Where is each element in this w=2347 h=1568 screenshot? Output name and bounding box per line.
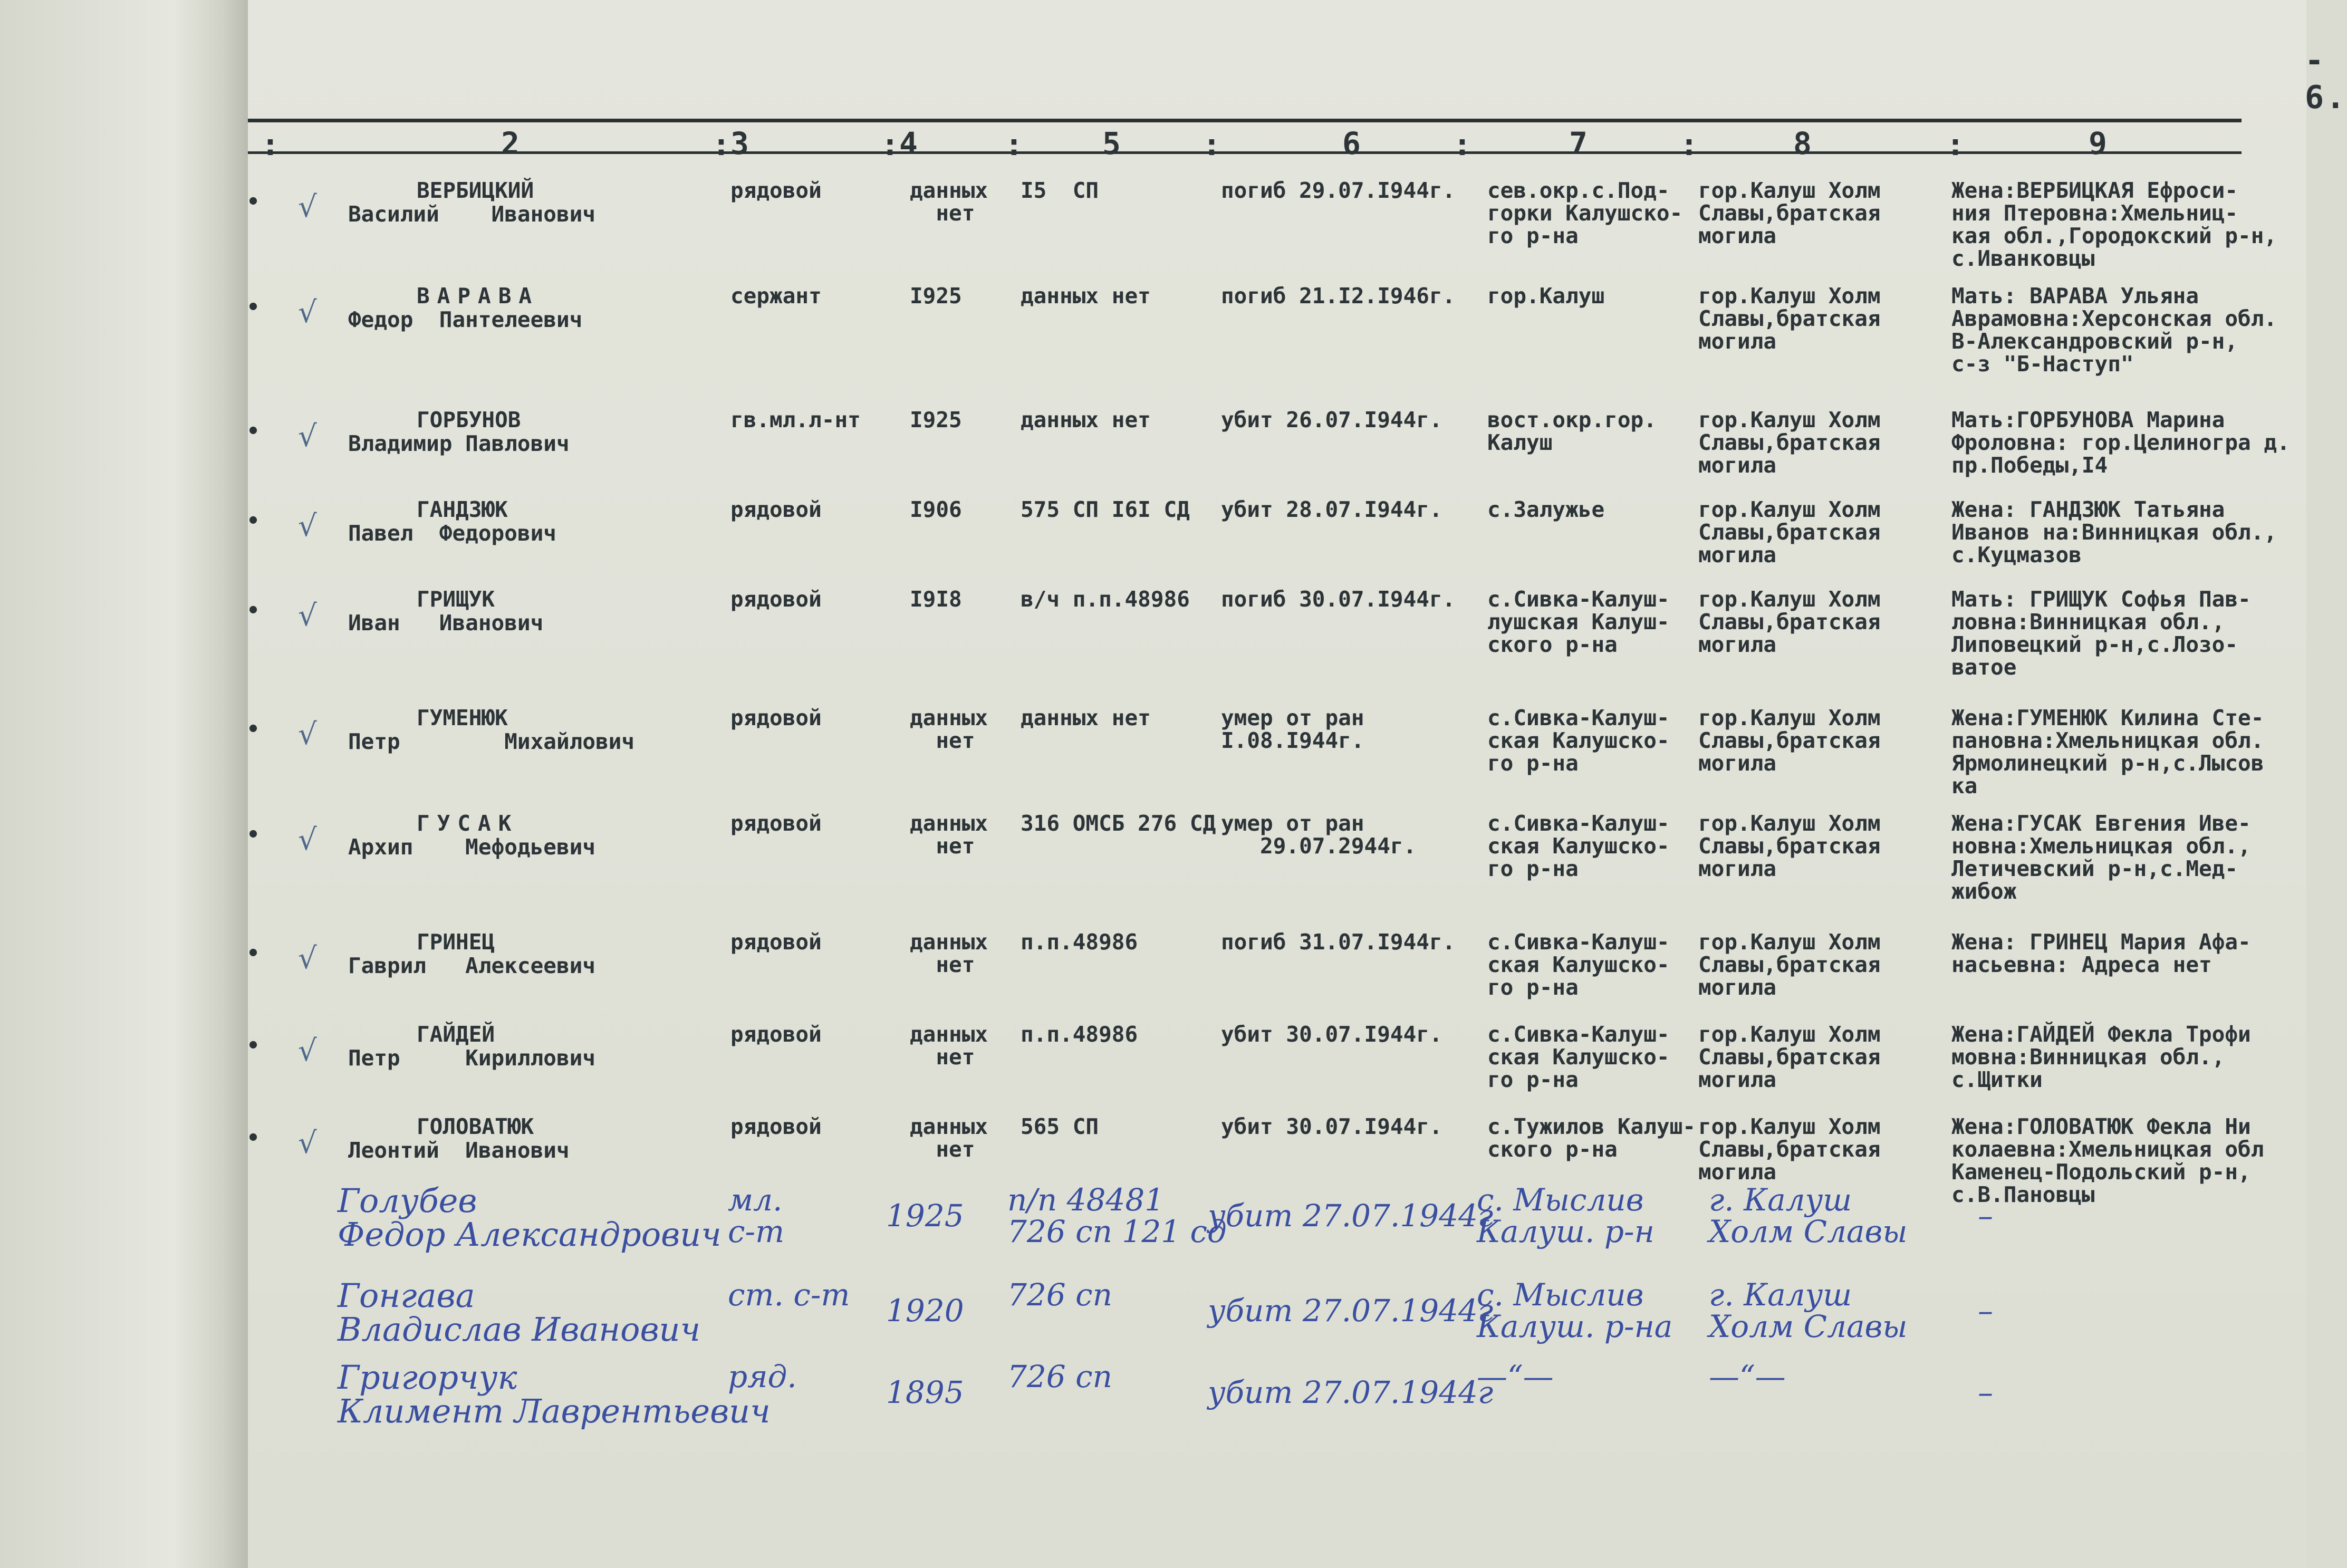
cell-year: I925 (910, 407, 962, 432)
cell-given: Гаврил Алексеевич (348, 953, 595, 978)
cell-unit: 565 СП (1021, 1114, 1099, 1139)
page-number: - 6. (2305, 42, 2347, 116)
cell-given: Леонтий Иванович (348, 1138, 570, 1163)
hand-cell-rank: ряд. (728, 1359, 797, 1394)
header-col-4: 4 (899, 126, 918, 161)
hand-cell-death: убит 27.07.1944г (1208, 1374, 1494, 1410)
header-separator: : (881, 127, 899, 162)
cell-place: с.Сивка-Калуш- лушская Калуш- ского р-на (1487, 586, 1670, 657)
cell-surname: ГРИНЕЦ (417, 929, 495, 955)
cell-place: с.Сивка-Калуш- ская Калушско- го р-на (1487, 705, 1670, 776)
hand-cell-death: убит 27.07.1944г (1208, 1293, 1494, 1329)
cell-rank: рядовой (730, 929, 822, 955)
hand-cell-year: 1895 (886, 1374, 964, 1410)
cell-burial: гор.Калуш Холм Славы,братская могила (1698, 586, 1881, 657)
header-separator: : (712, 127, 730, 162)
hand-cell-rank: мл. с-т (728, 1182, 785, 1249)
cell-given: Иван Иванович (348, 610, 544, 636)
cell-unit: п.п.48986 (1021, 1022, 1138, 1047)
cell-surname: ВАРАВА (417, 283, 540, 309)
cell-relative: Жена: ГАНДЗЮК Татьяна Иванов на:Винницкая обл., с.Куцмазов (1951, 497, 2277, 567)
cell-relative: Жена: ГРИНЕЦ Мария Афа- насьевна: Адреса нет (1951, 929, 2251, 977)
cell-given: Василий Иванович (348, 201, 595, 227)
cell-relative: Мать:ГОРБУНОВА Марина Фроловна: гор.Целиногра д. пр.Победы,I4 (1951, 407, 2290, 478)
book-binding (0, 0, 248, 1568)
header-separator: : (1453, 127, 1471, 162)
cell-death: погиб 30.07.I944г. (1221, 586, 1456, 612)
cell-surname: ГОЛОВАТЮК (417, 1114, 534, 1139)
cell-surname: ВЕРБИЦКИЙ (417, 178, 534, 203)
hand-cell-name: Гонгава Владислав Иванович (338, 1276, 701, 1349)
hand-cell-burial: г. Калуш Холм Славы (1709, 1277, 1908, 1344)
cell-given: Архип Мефодьевич (348, 834, 595, 860)
cell-given: Федор Пантелеевич (348, 307, 583, 332)
hand-cell-unit: 726 сп (1007, 1277, 1112, 1313)
cell-surname: ГУМЕНЮК (417, 705, 508, 730)
cell-burial: гор.Калуш Холм Славы,братская могила (1698, 811, 1881, 881)
cell-relative: Мать: ВАРАВА Ульяна Аврамовна:Херсонская обл. В-Александровский р-н, с-з "Б-Наступ" (1951, 283, 2277, 377)
cell-rank: рядовой (730, 1114, 822, 1139)
cell-year: данных нет (910, 1114, 988, 1162)
cell-burial: гор.Калуш Холм Славы,братская могила (1698, 1022, 1881, 1092)
cell-year: данных нет (910, 1022, 988, 1070)
hand-cell-burial: —“— (1709, 1359, 1786, 1394)
row-bullet: • (247, 190, 260, 214)
checkmark-icon: √ (298, 599, 317, 633)
cell-unit: данных нет (1021, 705, 1151, 730)
hand-cell-relative: – (1978, 1293, 1993, 1329)
cell-burial: гор.Калуш Холм Славы,братская могила (1698, 929, 1881, 1000)
header-col-8: 8 (1793, 126, 1812, 161)
checkmark-icon: √ (298, 509, 317, 543)
hand-cell-relative: – (1978, 1198, 1993, 1234)
checkmark-icon: √ (298, 295, 317, 330)
checkmark-icon: √ (298, 717, 317, 752)
cell-given: Владимир Павлович (348, 431, 570, 456)
hand-cell-place: с. Мыслив Калуш. р-н (1477, 1182, 1655, 1249)
header-bottom-rule (248, 151, 2242, 154)
cell-place: с.Тужилов Калуш- ского р-на (1487, 1114, 1696, 1162)
cell-burial: гор.Калуш Холм Славы,братская могила (1698, 178, 1881, 248)
cell-death: убит 30.07.I944г. (1221, 1114, 1442, 1139)
cell-place: с.Сивка-Калуш- ская Калушско- го р-на (1487, 1022, 1670, 1092)
header-separator: : (261, 127, 280, 162)
cell-rank: рядовой (730, 1022, 822, 1047)
hand-cell-name: Голубев Федор Александрович (338, 1181, 722, 1254)
header-col-7: 7 (1569, 126, 1588, 161)
hand-cell-year: 1920 (886, 1293, 964, 1329)
cell-death: погиб 29.07.I944г. (1221, 178, 1456, 203)
row-bullet: • (247, 717, 260, 742)
cell-death: умер от ран 29.07.2944г. (1221, 811, 1417, 859)
checkmark-icon: √ (298, 823, 317, 857)
row-bullet: • (247, 941, 260, 966)
cell-unit: в/ч п.п.48986 (1021, 586, 1190, 612)
cell-rank: рядовой (730, 178, 822, 203)
cell-place: с.Сивка-Калуш- ская Калушско- го р-на (1487, 929, 1670, 1000)
hand-cell-death: убит 27.07.1944г (1208, 1198, 1494, 1234)
header-col-9: 9 (2089, 126, 2107, 161)
checkmark-icon: √ (298, 190, 317, 224)
hand-cell-relative: – (1978, 1374, 1993, 1410)
cell-place: с.Сивка-Калуш- ская Калушско- го р-на (1487, 811, 1670, 881)
header-col-5: 5 (1102, 126, 1121, 161)
cell-rank: сержант (730, 283, 822, 309)
cell-death: погиб 31.07.I944г. (1221, 929, 1456, 955)
cell-given: Петр Кириллович (348, 1045, 595, 1071)
cell-rank: рядовой (730, 497, 822, 522)
hand-cell-name: Григорчук Климент Лаврентьевич (338, 1358, 771, 1430)
hand-cell-unit: п/п 48481 726 сп 121 сд (1007, 1182, 1227, 1249)
checkmark-icon: √ (298, 1034, 317, 1068)
row-bullet: • (247, 823, 260, 847)
cell-place: вост.окр.гор. Калуш (1487, 407, 1657, 455)
cell-year: I925 (910, 283, 962, 309)
cell-death: умер от ран I.08.I944г. (1221, 705, 1364, 753)
header-separator: : (1203, 127, 1221, 162)
header-col-2: 2 (501, 126, 520, 161)
row-bullet: • (247, 509, 260, 533)
cell-surname: ГАНДЗЮК (417, 497, 508, 522)
checkmark-icon: √ (298, 419, 317, 454)
cell-year: I906 (910, 497, 962, 522)
cell-burial: гор.Калуш Холм Славы,братская могила (1698, 407, 1881, 478)
cell-place: с.Залужье (1487, 497, 1605, 522)
cell-year: I9I8 (910, 586, 962, 612)
cell-relative: Мать: ГРИЩУК Софья Пав- ловна:Винницкая обл., Липовецкий р-н,с.Лозо- ватое (1951, 586, 2251, 680)
cell-relative: Жена:ГОЛОВАТЮК Фекла Ни колаевна:Хмельницкая обл Каменец-Подольский р-н, с.В.Пановцы (1951, 1114, 2264, 1207)
cell-unit: п.п.48986 (1021, 929, 1138, 955)
header-col-3: 3 (730, 126, 749, 161)
hand-cell-place: —“— (1477, 1359, 1554, 1394)
hand-cell-place: с. Мыслив Калуш. р-на (1477, 1277, 1673, 1344)
cell-unit: I5 СП (1021, 178, 1099, 203)
cell-rank: рядовой (730, 811, 822, 836)
header-separator: : (1946, 127, 1965, 162)
cell-rank: рядовой (730, 586, 822, 612)
cell-place: гор.Калуш (1487, 283, 1605, 309)
cell-given: Павел Федорович (348, 521, 556, 546)
hand-cell-unit: 726 сп (1007, 1359, 1112, 1394)
hand-cell-rank: ст. с-т (728, 1277, 850, 1313)
cell-given: Петр Михайлович (348, 729, 635, 754)
row-bullet: • (247, 1034, 260, 1058)
row-bullet: • (247, 599, 260, 623)
hand-cell-burial: г. Калуш Холм Славы (1709, 1182, 1908, 1249)
row-bullet: • (247, 1126, 260, 1150)
cell-year: данных нет (910, 811, 988, 859)
header-top-rule (248, 119, 2242, 122)
row-bullet: • (247, 419, 260, 444)
hand-cell-year: 1925 (886, 1198, 964, 1234)
cell-place: сев.окр.с.Под- горки Калушско- го р-на (1487, 178, 1683, 248)
cell-relative: Жена:ГАЙДЕЙ Фекла Трофи мовна:Винницкая обл., с.Щитки (1951, 1022, 2251, 1092)
cell-rank: гв.мл.л-нт (730, 407, 861, 432)
cell-unit: данных нет (1021, 283, 1151, 309)
checkmark-icon: √ (298, 941, 317, 976)
cell-surname: ГОРБУНОВ (417, 407, 521, 432)
cell-year: данных нет (910, 178, 988, 226)
cell-year: данных нет (910, 705, 988, 753)
cell-burial: гор.Калуш Холм Славы,братская могила (1698, 283, 1881, 354)
cell-burial: гор.Калуш Холм Славы,братская могила (1698, 497, 1881, 567)
header-separator: : (1680, 127, 1698, 162)
cell-relative: Жена:ГУСАК Евгения Иве- новна:Хмельницкая обл., Летичевский р-н,с.Мед- жибож (1951, 811, 2251, 904)
checkmark-icon: √ (298, 1126, 317, 1160)
cell-burial: гор.Калуш Холм Славы,братская могила (1698, 705, 1881, 776)
cell-death: погиб 21.I2.I946г. (1221, 283, 1456, 309)
cell-surname: ГАЙДЕЙ (417, 1022, 495, 1047)
cell-death: убит 26.07.I944г. (1221, 407, 1442, 432)
row-bullet: • (247, 295, 260, 320)
cell-rank: рядовой (730, 705, 822, 730)
cell-year: данных нет (910, 929, 988, 977)
cell-death: убит 30.07.I944г. (1221, 1022, 1442, 1047)
cell-surname: ГУСАК (417, 811, 519, 836)
header-separator: : (1005, 127, 1023, 162)
cell-unit: данных нет (1021, 407, 1151, 432)
header-col-6: 6 (1342, 126, 1361, 161)
cell-death: убит 28.07.I944г. (1221, 497, 1442, 522)
cell-relative: Жена:ВЕРБИЦКАЯ Ефроси- ния Птеровна:Хмельниц- кая обл.,Городокский р-н, с.Иванковцы (1951, 178, 2277, 271)
cell-surname: ГРИЩУК (417, 586, 495, 612)
cell-unit: 575 СП I6I СД (1021, 497, 1190, 522)
cell-unit: 316 ОМСБ 276 СД (1021, 811, 1216, 836)
cell-burial: гор.Калуш Холм Славы,братская могила (1698, 1114, 1881, 1185)
cell-relative: Жена:ГУМЕНЮК Килина Сте- пановна:Хмельницкая обл. Ярмолинецкий р-н,с.Лысов ка (1951, 705, 2264, 799)
